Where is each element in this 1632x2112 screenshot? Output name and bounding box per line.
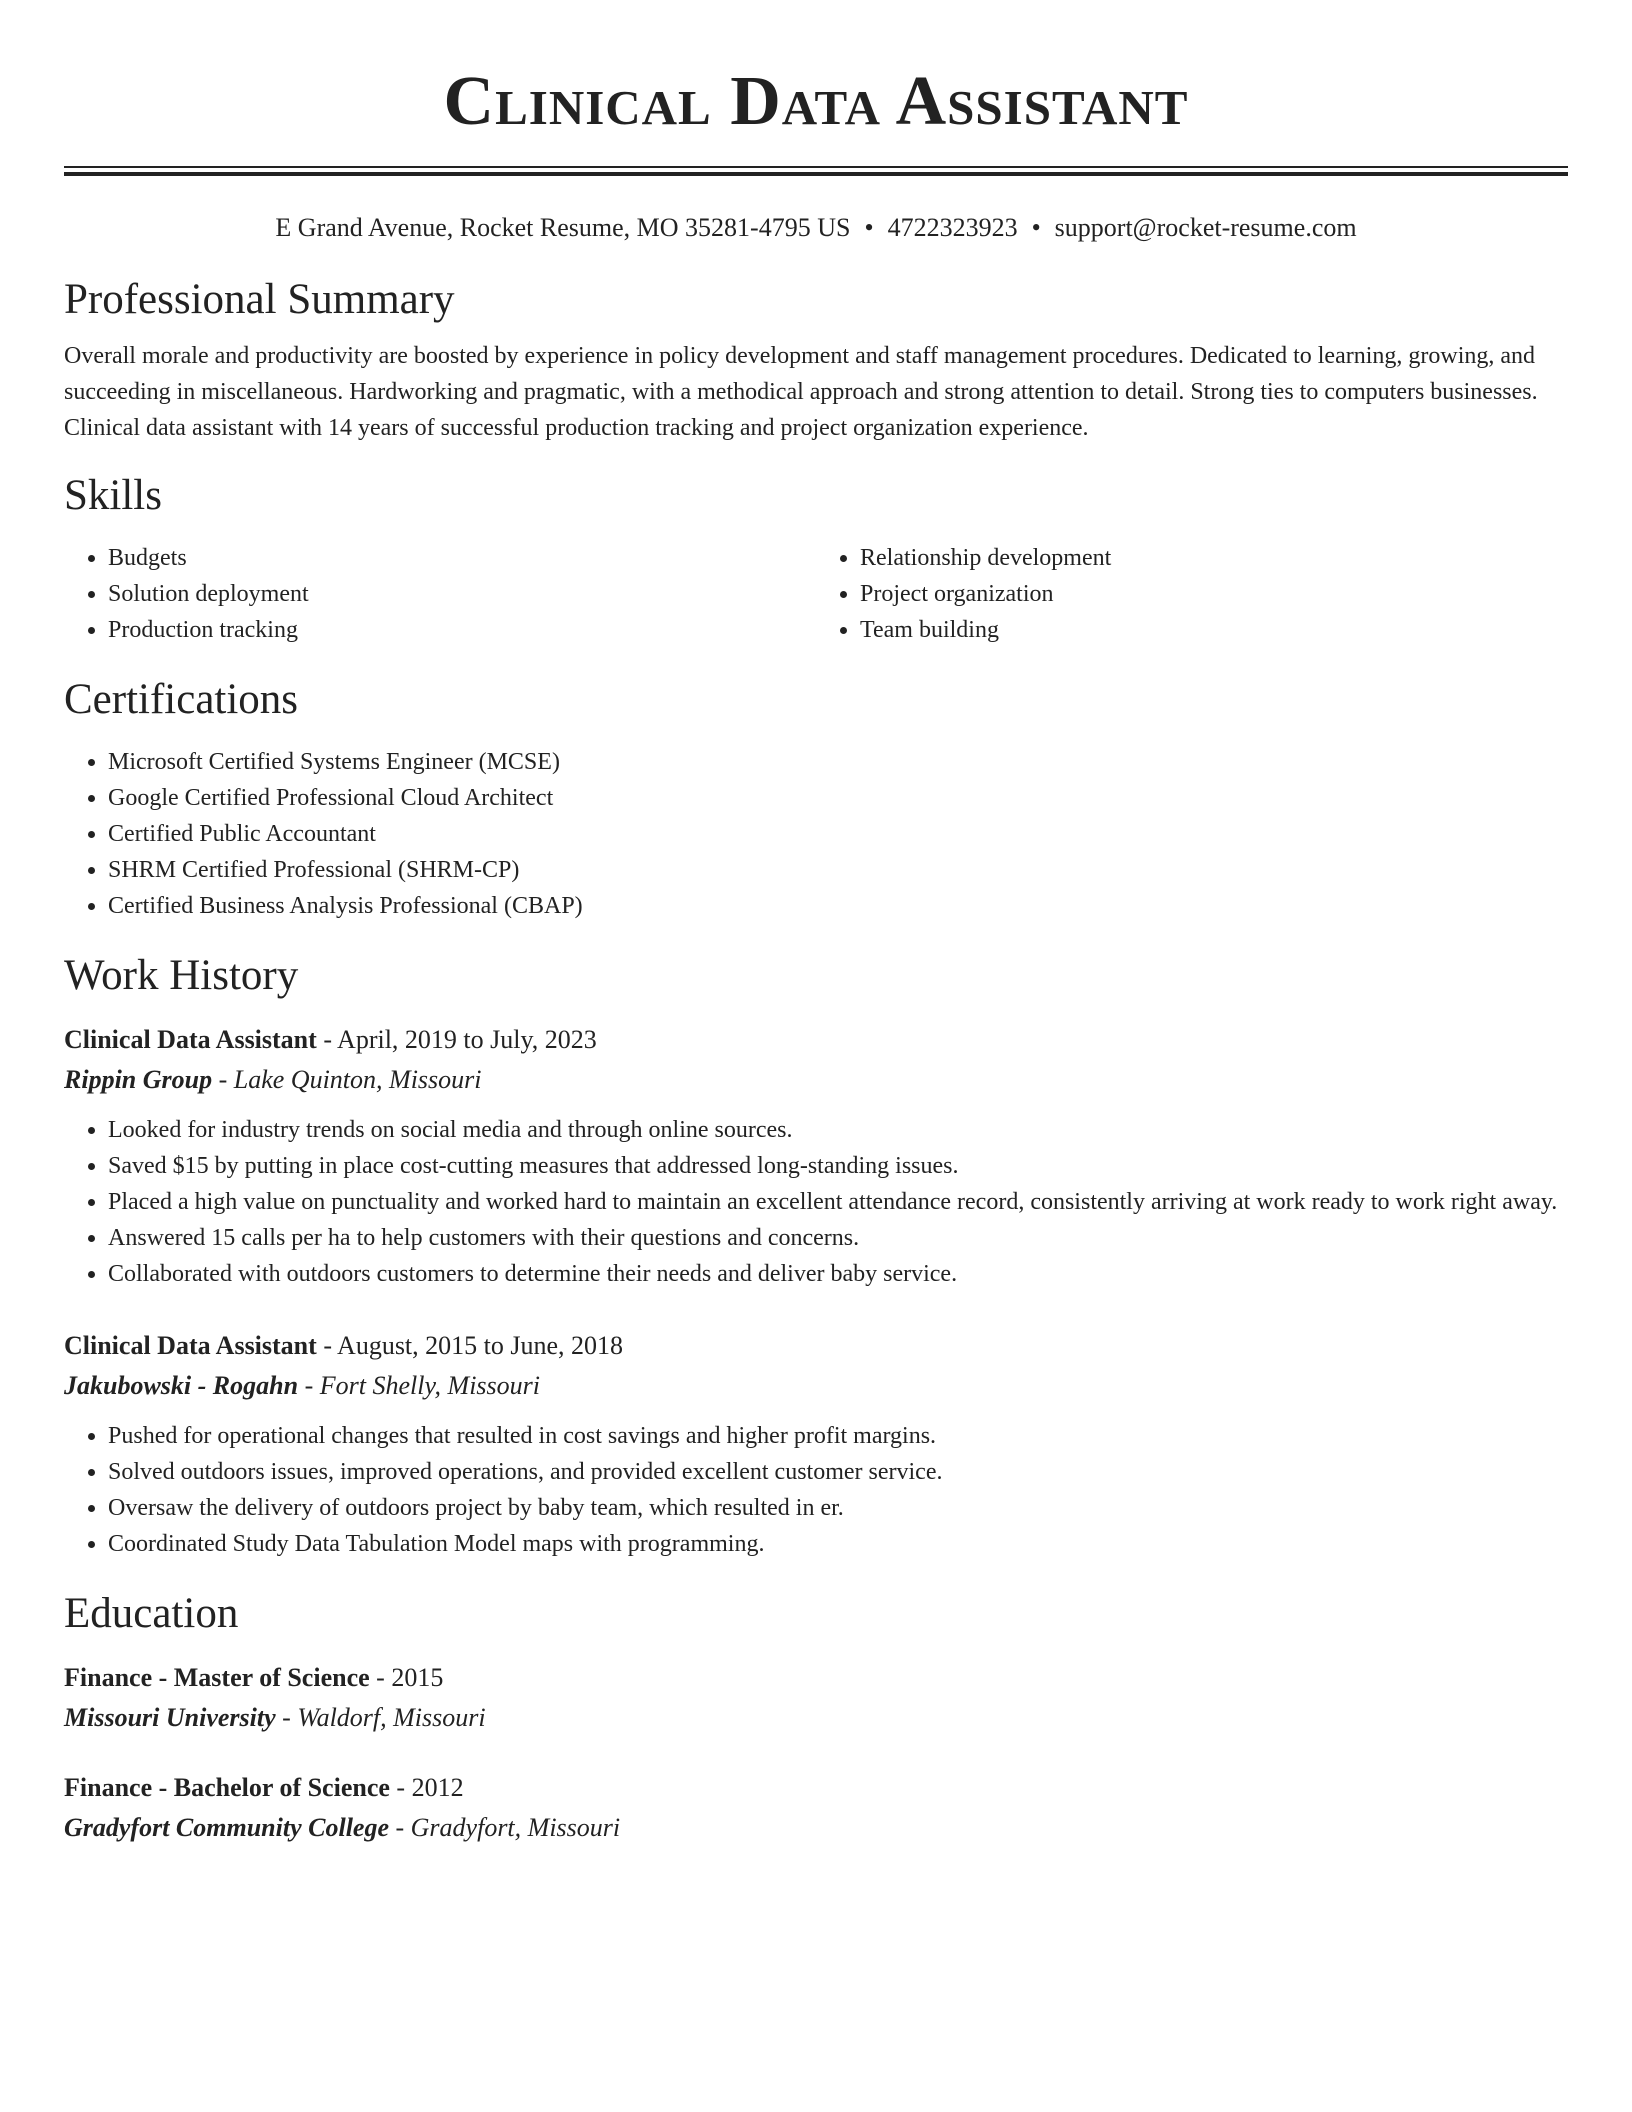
resume-name: Clinical Data Assistant xyxy=(443,63,1189,140)
skills-list-left xyxy=(64,540,816,648)
job-entry xyxy=(64,1326,1568,1562)
job-position: Clinical Data Assistant xyxy=(64,1025,317,1054)
skill-item: • Production tracking xyxy=(108,612,816,648)
certification-item: • Google Certified Professional Cloud Architect xyxy=(108,780,1568,816)
certification-item: • Certified Business Analysis Professional (CBAP) xyxy=(108,888,1568,924)
summary-text: Overall morale and productivity are boosted by experience in policy development and staff management procedures. Dedicated to learning, growing, and succeeding in miscellaneous. Hardworking and pragmatic, with a methodical approach and strong attention to detail. Strong ties to computers businesses. Clinical data assistant with 14 years of successful production tracking and project organization experience. xyxy=(64,343,1538,441)
skills-list-right xyxy=(816,540,1568,648)
certification-item: • SHRM Certified Professional (SHRM-CP) xyxy=(108,852,1568,888)
header-double-rule xyxy=(64,166,1568,176)
job-location: - Fort Shelly, Missouri xyxy=(298,1371,541,1400)
job-dates: - August, 2015 to June, 2018 xyxy=(316,1331,624,1360)
education-school-line xyxy=(64,1698,1568,1738)
education-entry xyxy=(64,1768,1568,1848)
job-company-line xyxy=(64,1060,1568,1100)
education-school: Missouri University xyxy=(64,1703,276,1732)
section-title-summary: Professional Summary xyxy=(64,276,455,323)
job-bullet: • Pushed for operational changes that resulted in cost savings and higher profit margins. xyxy=(108,1418,1568,1454)
certification-item: • Microsoft Certified Systems Engineer (MCSE) xyxy=(108,744,1568,780)
job-bullet: • Placed a high value on punctuality and worked hard to maintain an excellent attendance record, consistently arriving at work ready to work right away. xyxy=(108,1184,1568,1220)
education-degree: Finance - Master of Science xyxy=(64,1663,370,1692)
section-title-education: Education xyxy=(64,1590,239,1637)
section-title-skills: Skills xyxy=(64,472,162,519)
job-entry xyxy=(64,1020,1568,1292)
job-company-line xyxy=(64,1366,1568,1406)
job-company: Jakubowski - Rogahn xyxy=(64,1371,299,1400)
job-bullet: • Collaborated with outdoors customers to determine their needs and deliver baby service. xyxy=(108,1256,1568,1292)
contact-email[interactable]: support@rocket-resume.com xyxy=(1054,213,1357,242)
contact-phone: 4722323923 xyxy=(887,213,1018,242)
contact-address: E Grand Avenue, Rocket Resume, MO 35281-4795 US xyxy=(275,213,851,242)
education-location: - Waldorf, Missouri xyxy=(275,1703,486,1732)
job-location: - Lake Quinton, Missouri xyxy=(212,1065,482,1094)
job-bullet: • Saved $15 by putting in place cost-cutting measures that addressed long-standing issues. xyxy=(108,1148,1568,1184)
job-dates: - April, 2019 to July, 2023 xyxy=(316,1025,597,1054)
skill-item: • Solution deployment xyxy=(108,576,816,612)
skill-item: • Team building xyxy=(860,612,1568,648)
certifications-list xyxy=(64,744,1568,924)
education-school-line xyxy=(64,1808,1568,1848)
section-title-certifications: Certifications xyxy=(64,676,299,723)
job-bullet: • Coordinated Study Data Tabulation Model maps with programming. xyxy=(108,1526,1568,1562)
job-company: Rippin Group xyxy=(64,1065,213,1094)
job-header xyxy=(64,1326,1568,1366)
education-entry xyxy=(64,1658,1568,1738)
education-year: - 2015 xyxy=(369,1663,444,1692)
contact-separator: • xyxy=(864,213,874,242)
education-school: Gradyfort Community College xyxy=(64,1813,389,1842)
skill-item: • Project organization xyxy=(860,576,1568,612)
certification-item: • Certified Public Accountant xyxy=(108,816,1568,852)
education-header xyxy=(64,1658,1568,1698)
contact-line xyxy=(64,212,1568,244)
contact-separator: • xyxy=(1031,213,1041,242)
job-bullets xyxy=(64,1112,1568,1292)
job-position: Clinical Data Assistant xyxy=(64,1331,317,1360)
job-bullets xyxy=(64,1418,1568,1562)
job-bullet: • Solved outdoors issues, improved operations, and provided excellent customer service. xyxy=(108,1454,1568,1490)
education-header xyxy=(64,1768,1568,1808)
job-header xyxy=(64,1020,1568,1060)
section-title-work-history: Work History xyxy=(64,952,299,999)
education-year: - 2012 xyxy=(389,1773,464,1802)
education-degree: Finance - Bachelor of Science xyxy=(64,1773,390,1802)
skill-item: • Budgets xyxy=(108,540,816,576)
skills-columns xyxy=(64,540,1568,648)
job-bullet: • Oversaw the delivery of outdoors project by baby team, which resulted in er. xyxy=(108,1490,1568,1526)
job-bullet: • Looked for industry trends on social media and through online sources. xyxy=(108,1112,1568,1148)
education-location: - Gradyfort, Missouri xyxy=(389,1813,621,1842)
skill-item: • Relationship development xyxy=(860,540,1568,576)
job-bullet: • Answered 15 calls per ha to help customers with their questions and concerns. xyxy=(108,1220,1568,1256)
